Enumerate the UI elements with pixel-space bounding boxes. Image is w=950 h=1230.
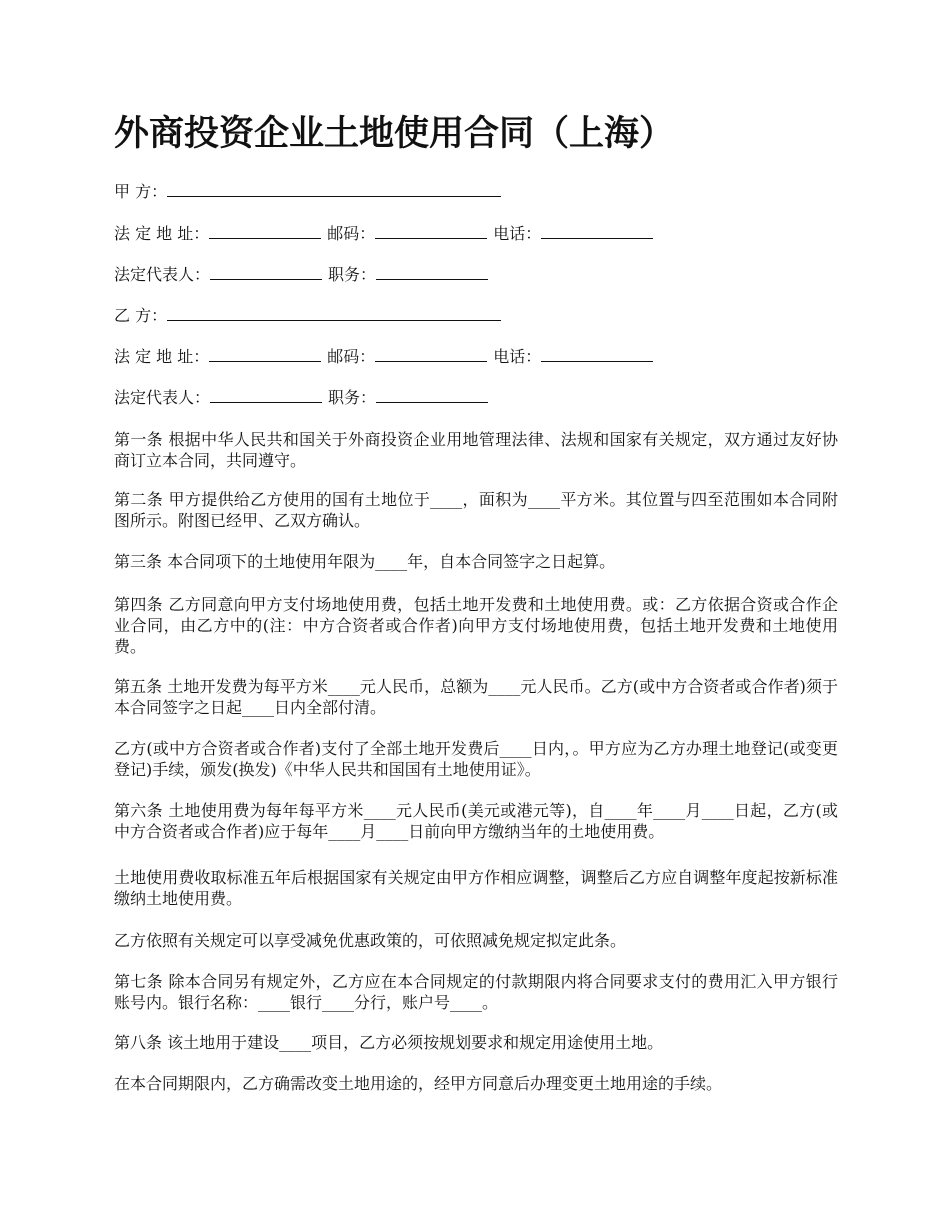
- party-a-rep-line: [114, 264, 488, 286]
- article-5: 第五条 土地开发费为每平方米____元人民币，总额为____元人民币。乙方(或中方合资者或合作者)须于本合同签字之日起____日内全部付清。: [114, 677, 838, 717]
- postcode-label: 邮码：: [327, 347, 376, 366]
- position-blank: [376, 387, 488, 403]
- party-a-blank: [167, 181, 501, 197]
- address-blank: [209, 346, 321, 362]
- article-8: 第八条 该土地用于建设____项目，乙方必须按规划要求和规定用途使用土地。: [114, 1033, 664, 1052]
- article-1: 第一条 根据中华人民共和国关于外商投资企业用地管理法律、法规和国家有关规定，双方通过友好协商订立本合同，共同遵守。: [114, 430, 838, 470]
- address-label: 法 定 地 址：: [114, 347, 210, 366]
- phone-blank: [541, 223, 653, 239]
- rep-blank: [210, 264, 322, 280]
- article-3: 第三条 本合同项下的土地使用年限为____年，自本合同签字之日起算。: [114, 552, 616, 571]
- article-4: 第四条 乙方同意向甲方支付场地使用费，包括土地开发费和土地使用费。或：乙方依据合资或合作企业合同，由乙方中的(注：中方合资者或合作者)向甲方支付场地使用费，包括土地开发费和土地使用费。: [114, 595, 838, 656]
- article-7: 第七条 除本合同另有规定外，乙方应在本合同规定的付款期限内将合同要求支付的费用汇入甲方银行账号内。银行名称：____银行____分行，账户号____。: [114, 972, 838, 1012]
- party-a-line: [114, 181, 501, 203]
- rep-label: 法定代表人：: [114, 265, 211, 284]
- phone-label: 电话：: [493, 347, 542, 366]
- postcode-blank: [375, 346, 487, 362]
- party-a-label: 甲 方：: [114, 182, 168, 201]
- party-b-address-line: [114, 346, 653, 368]
- party-a-address-line: [114, 223, 653, 245]
- article-6: 第六条 土地使用费为每年每平方米____元人民币(美元或港元等)，自____年____月____日起，乙方(或中方合资者或合作者)应于每年____月____日前向甲方缴纳当年的土地使用费。: [114, 801, 838, 841]
- article-8-change-of-use: 在本合同期限内，乙方确需改变土地用途的，经甲方同意后办理变更土地用途的手续。: [114, 1074, 723, 1093]
- postcode-blank: [375, 223, 487, 239]
- address-label: 法 定 地 址：: [114, 224, 210, 243]
- position-blank: [376, 264, 488, 280]
- document-title: 外商投资企业土地使用合同（上海）: [114, 113, 675, 154]
- position-label: 职务：: [328, 265, 377, 284]
- rep-blank: [210, 387, 322, 403]
- rep-label: 法定代表人：: [114, 388, 211, 407]
- phone-label: 电话：: [493, 224, 542, 243]
- party-b-label: 乙 方：: [114, 306, 168, 325]
- article-5-supplement: 乙方(或中方合资者或合作者)支付了全部土地开发费后____日内，。甲方应为乙方办理土地登记(或变更登记)手续，颁发(换发)《中华人民共和国国有土地使用证》。: [114, 739, 838, 779]
- article-6-adjustment: 土地使用费收取标准五年后根据国家有关规定由甲方作相应调整，调整后乙方应自调整年度起按新标准缴纳土地使用费。: [114, 868, 838, 908]
- phone-blank: [541, 346, 653, 362]
- postcode-label: 邮码：: [327, 224, 376, 243]
- party-b-blank: [167, 305, 501, 321]
- party-b-rep-line: [114, 387, 488, 409]
- article-6-exemption: 乙方依照有关规定可以享受减免优惠政策的，可依照减免规定拟定此条。: [114, 931, 627, 950]
- party-b-line: [114, 305, 501, 327]
- article-2: 第二条 甲方提供给乙方使用的国有土地位于____，面积为____平方米。其位置与四至范围如本合同附图所示。附图已经甲、乙双方确认。: [114, 490, 838, 530]
- position-label: 职务：: [328, 388, 377, 407]
- address-blank: [209, 223, 321, 239]
